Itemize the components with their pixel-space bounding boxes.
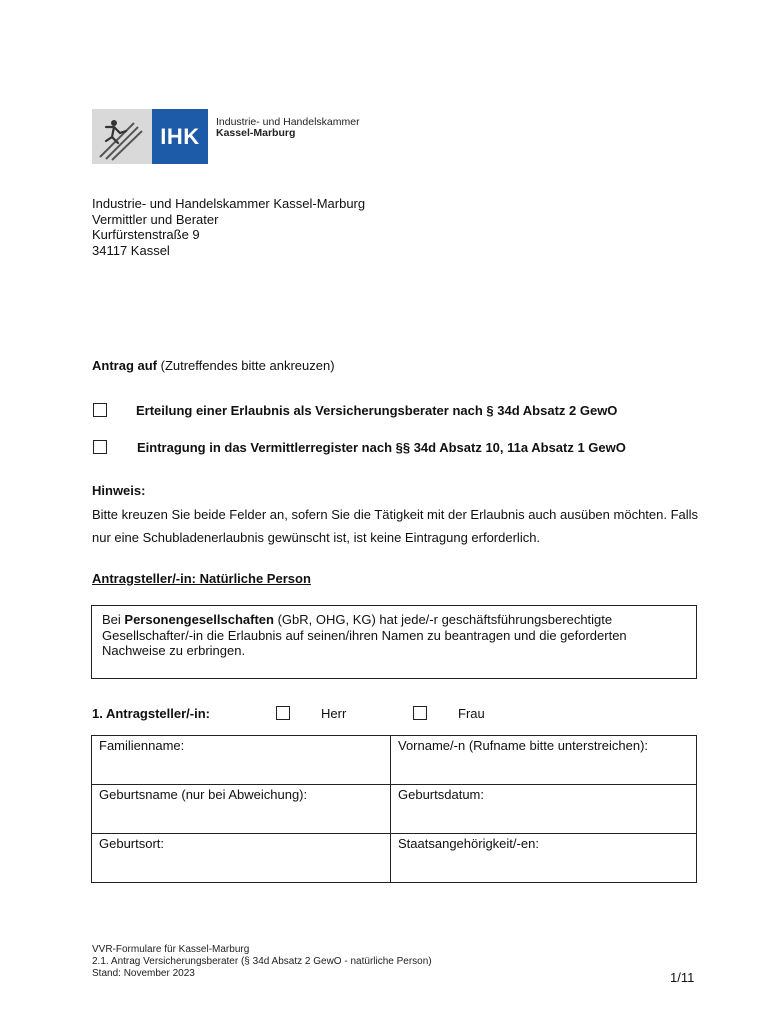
antrag-label: Antrag auf: [92, 358, 157, 373]
note-prefix: Bei: [102, 612, 125, 627]
recipient-address: [92, 196, 365, 258]
checkbox-frau[interactable]: [413, 706, 427, 720]
address-line: Kurfürstenstraße 9: [92, 227, 200, 242]
table-row: [92, 834, 697, 883]
frau-label: Frau: [458, 706, 485, 721]
footer-line-1: VVR-Formulare für Kassel-Marburg: [92, 944, 250, 955]
page-number: 1/11: [670, 970, 695, 985]
field-familienname[interactable]: Familienname:: [92, 736, 391, 785]
address-line: Vermittler und Berater: [92, 211, 219, 227]
checkbox-erlaubnis[interactable]: [93, 403, 107, 417]
field-geburtsort[interactable]: Geburtsort:: [92, 834, 391, 883]
logo-line-1: Industrie- und Handelskammer: [216, 116, 360, 128]
field-geburtsdatum[interactable]: Geburtsdatum:: [391, 785, 697, 834]
checkbox-registereintragung[interactable]: [93, 440, 107, 454]
personengesellschaften-note: [91, 605, 697, 679]
antrag-heading: [92, 358, 335, 373]
option-registereintragung-label: Eintragung in das Vermittlerregister nach §§ 34d Absatz 10, 11a Absatz 1 GewO: [137, 440, 626, 455]
ihk-logo: IHK: [152, 109, 208, 164]
logo-line-2: Kassel-Marburg: [216, 127, 296, 139]
herr-label: Herr: [321, 706, 347, 721]
ihk-emblem-icon: [92, 109, 152, 164]
note-bold: Personengesellschaften: [124, 612, 274, 627]
applicant-label: 1. Antragsteller/-in:: [92, 706, 210, 721]
logo-text: [216, 117, 360, 139]
address-line: 34117 Kassel: [92, 242, 170, 258]
table-row: [92, 736, 697, 785]
address-line: Industrie- und Handelskammer Kassel-Marburg: [92, 196, 366, 211]
footer-line-2: 2.1. Antrag Versicherungsberater (§ 34d Absatz 2 GewO - natürliche Person): [92, 956, 432, 967]
note-rest: (GbR, OHG, KG) hat jede/-r geschäftsführungsberechtigte Gesellschafter/-in die Erlaubnis auf seinen/ihren Namen zu beantragen und die geforderten Nachweise zu erbringen.: [102, 612, 627, 658]
antrag-hint: (Zutreffendes bitte ankreuzen): [157, 358, 335, 373]
applicant-fields-table: [91, 735, 697, 883]
checkbox-herr[interactable]: [276, 706, 290, 720]
footer: [92, 944, 432, 980]
hinweis-text: Bitte kreuzen Sie beide Felder an, sofern Sie die Tätigkeit mit der Erlaubnis auch ausüben möchten. Falls nur eine Schubladenerlaubnis gewünscht ist, ist keine Eintragung erforderlich.: [92, 507, 699, 545]
table-row: [92, 785, 697, 834]
option-erlaubnis-label: Erteilung einer Erlaubnis als Versicherungsberater nach § 34d Absatz 2 GewO: [136, 403, 618, 418]
field-vorname[interactable]: Vorname/-n (Rufname bitte unterstreichen):: [391, 736, 697, 785]
field-staatsangehoerigkeit[interactable]: Staatsangehörigkeit/-en:: [391, 834, 697, 883]
hinweis-title: Hinweis:: [92, 483, 146, 498]
section-title: Antragsteller/-in: Natürliche Person: [92, 571, 311, 586]
footer-line-3: Stand: November 2023: [92, 968, 195, 979]
field-geburtsname[interactable]: Geburtsname (nur bei Abweichung):: [92, 785, 391, 834]
